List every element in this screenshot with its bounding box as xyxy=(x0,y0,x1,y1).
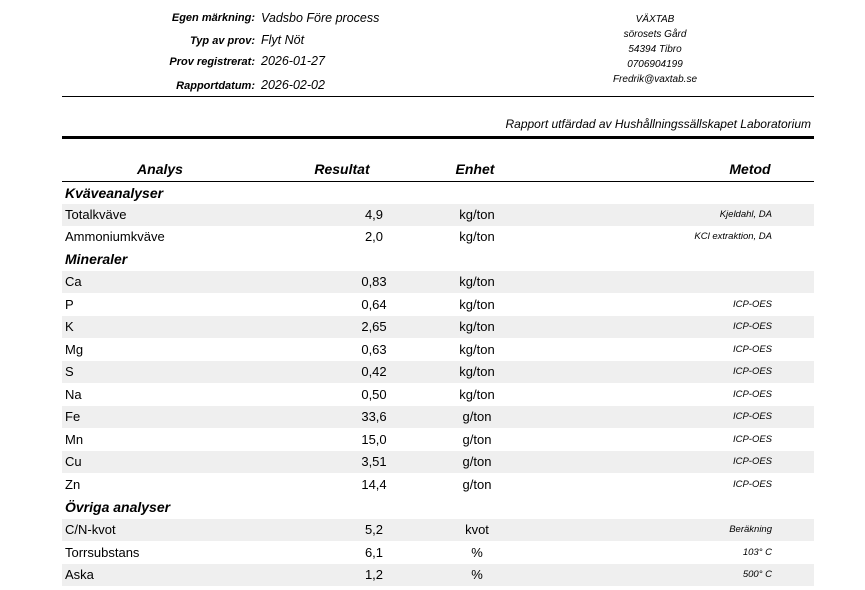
row-method: ICP-OES xyxy=(732,434,772,445)
issued-by-text: Rapport utfärdad av Hushållningssällskapet Laboratorium xyxy=(505,117,811,131)
table-row xyxy=(62,294,814,316)
row-value: 4,9 xyxy=(364,207,384,222)
row-method: ICP-OES xyxy=(732,366,772,377)
meta-value-prov-registrerat: 2026-01-27 xyxy=(261,54,325,68)
row-value: 5,2 xyxy=(364,522,384,537)
row-name: S xyxy=(65,364,74,379)
row-method: ICP-OES xyxy=(732,411,772,422)
table-row xyxy=(62,226,814,248)
row-value: 0,64 xyxy=(361,297,387,312)
row-name: P xyxy=(65,297,74,312)
row-unit: kg/ton xyxy=(459,387,495,402)
row-value: 2,0 xyxy=(364,229,384,244)
table-row xyxy=(62,451,814,473)
row-unit: % xyxy=(471,545,483,560)
table-row xyxy=(62,564,814,586)
row-unit: kg/ton xyxy=(459,207,495,222)
row-name: Cu xyxy=(65,454,82,469)
row-unit: kg/ton xyxy=(459,274,495,289)
row-unit: g/ton xyxy=(462,432,492,447)
meta-label-typ-av-prov: Typ av prov: xyxy=(190,35,255,47)
row-value: 0,83 xyxy=(361,274,387,289)
address-line-phone: 0706904199 xyxy=(627,59,683,70)
meta-value-rapportdatum: 2026-02-02 xyxy=(261,78,325,92)
row-name: Aska xyxy=(65,567,94,582)
row-value: 15,0 xyxy=(361,432,387,447)
row-value: 3,51 xyxy=(361,454,387,469)
column-header-resultat: Resultat xyxy=(314,161,370,177)
section-title-ovriga-analyser: Övriga analyser xyxy=(65,499,171,515)
row-unit: kg/ton xyxy=(459,342,495,357)
row-method: ICP-OES xyxy=(732,344,772,355)
row-method: ICP-OES xyxy=(732,299,772,310)
column-header-enhet: Enhet xyxy=(455,161,495,177)
row-value: 0,42 xyxy=(361,364,387,379)
column-header-divider xyxy=(62,181,814,182)
row-name: Na xyxy=(65,387,82,402)
row-name: C/N-kvot xyxy=(65,522,116,537)
table-row xyxy=(62,339,814,361)
row-method: Kjeldahl, DA xyxy=(719,209,772,220)
section-title-mineraler: Mineraler xyxy=(65,251,128,267)
row-name: Fe xyxy=(65,409,81,424)
column-header-analys: Analys xyxy=(137,161,183,177)
table-row xyxy=(62,271,814,293)
address-line-email: Fredrik@vaxtab.se xyxy=(612,74,698,85)
table-row xyxy=(62,406,814,428)
row-name: Zn xyxy=(65,477,81,492)
row-method: Beräkning xyxy=(729,524,772,535)
row-unit: g/ton xyxy=(462,454,492,469)
address-line-company: VÄXTAB xyxy=(635,14,675,25)
row-unit: kg/ton xyxy=(459,229,495,244)
row-method: ICP-OES xyxy=(732,389,772,400)
row-name: K xyxy=(65,319,74,334)
row-unit: kg/ton xyxy=(459,297,495,312)
issued-divider xyxy=(62,136,814,139)
row-name: Mn xyxy=(65,432,84,447)
row-method: ICP-OES xyxy=(732,456,772,467)
row-unit: g/ton xyxy=(462,409,492,424)
row-name: Ca xyxy=(65,274,82,289)
row-method: KCl extraktion, DA xyxy=(694,231,772,242)
row-method: 103° C xyxy=(742,547,772,558)
row-unit: g/ton xyxy=(462,477,492,492)
row-unit: % xyxy=(471,567,483,582)
address-line-farm: sörosets Gård xyxy=(623,29,687,40)
row-value: 0,50 xyxy=(361,387,387,402)
column-header-metod: Metod xyxy=(729,161,771,177)
meta-value-egen-markning: Vadsbo Före process xyxy=(261,11,380,25)
table-row xyxy=(62,384,814,406)
section-title-kvaveanalyser: Kväveanalyser xyxy=(65,185,164,201)
row-method: ICP-OES xyxy=(732,321,772,332)
table-row xyxy=(62,429,814,451)
meta-label-rapportdatum: Rapportdatum: xyxy=(176,80,255,92)
table-row xyxy=(62,204,814,226)
row-unit: kg/ton xyxy=(459,319,495,334)
row-name: Totalkväve xyxy=(65,207,127,222)
meta-label-egen-markning: Egen märkning: xyxy=(171,12,255,24)
row-unit: kvot xyxy=(465,522,489,537)
row-value: 6,1 xyxy=(364,545,384,560)
table-row xyxy=(62,519,814,541)
header-divider xyxy=(62,96,814,97)
row-value: 33,6 xyxy=(361,409,387,424)
table-row xyxy=(62,474,814,496)
row-unit: kg/ton xyxy=(459,364,495,379)
row-method: ICP-OES xyxy=(732,479,772,490)
row-name: Mg xyxy=(65,342,84,357)
row-value: 14,4 xyxy=(361,477,387,492)
row-value: 0,63 xyxy=(361,342,387,357)
meta-value-typ-av-prov: Flyt Nöt xyxy=(261,33,305,47)
meta-label-prov-registrerat: Prov registrerat: xyxy=(169,56,255,68)
table-row xyxy=(62,361,814,383)
table-row xyxy=(62,542,814,564)
table-row xyxy=(62,316,814,338)
row-value: 1,2 xyxy=(364,567,384,582)
row-name: Ammoniumkväve xyxy=(65,229,165,244)
row-method: 500° C xyxy=(742,569,772,580)
row-value: 2,65 xyxy=(361,319,387,334)
address-line-postal: 54394 Tibro xyxy=(628,44,682,55)
row-name: Torrsubstans xyxy=(65,545,140,560)
